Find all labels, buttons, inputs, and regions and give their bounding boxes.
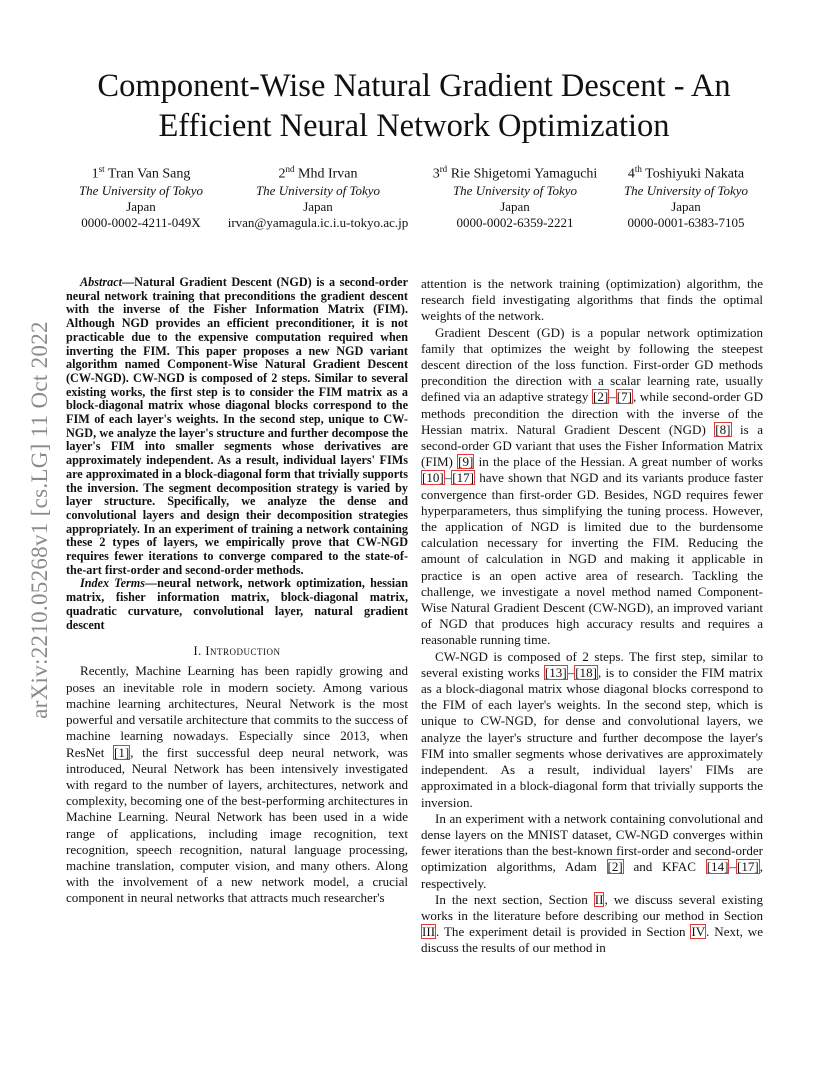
author-country: Japan [126,199,156,215]
author-1 [66,161,216,231]
author-name: Toshiyuki Nakata [645,166,745,182]
section-number: I. [193,644,202,659]
citation-link[interactable]: [1] [114,744,130,760]
section-link[interactable]: IV [691,924,706,940]
author-email[interactable]: irvan@yamagula.ic.i.u-tokyo.ac.jp [227,215,409,231]
author-ordinal-suffix: rd [439,164,448,174]
abstract-label: Abstract [80,275,122,289]
citation-link[interactable]: [18] [575,664,597,680]
paragraph: Recently, Machine Learning has been rapidly growing and poses an inevitable role in modern society. Among various machine learning architectures, Neural Network is the most powerful and versatile architecture that commits to the success of machine learning nowadays. Especially since 2013, when ResNet [1], the first successful deep neural network, was introduced, Neural Network has been intensively investigated with regard to the number of layers, architectures, network and complexity, becoming one of the best-performing architectures in Machine Learning. Neural Network has been used in a wide range of applications, including image recognition, text recognition, speech recognition, natural language processing, machine translation, computer vision, and many others. Along with the involvement of a new network model, a crucial component in neural networks that attracts much researcher's [66,663,409,906]
author-country: Japan [671,199,701,215]
author-country: Japan [303,199,333,215]
paragraph: In the next section, Section II, we discuss several existing works in the literature before describing our method in Section III. The experiment detail is provided in Section IV. Next, we discuss the results of our method in [421,891,763,956]
left-column [66,276,408,907]
author-orcid: 0000-0002-6359-2221 [456,215,574,231]
abstract [66,276,408,577]
index-terms-text: —neural network, network optimization, hessian matrix, fisher information matrix, block-diagonal matrix, quadratic curvature, convolutional layer, natural gradient descent [66,576,408,632]
paragraph: In an experiment with a network containing convolutional and dense layers on the MNIST dataset, CW-NGD converges within fewer iterations than the best-known first-order and second-order optimization algorithms, Adam [2] and KFAC [14]–[17], respectively. [421,810,763,891]
author-ordinal: 2 [278,166,286,182]
section-heading [66,643,408,659]
citation-link[interactable]: [2] [607,859,623,875]
author-country: Japan [500,199,530,215]
section-link[interactable]: III [422,924,436,940]
author-ordinal: 3 [432,166,440,182]
citation-link[interactable]: [14] [706,859,729,875]
author-ordinal: 1 [91,166,99,182]
arxiv-stamp [18,280,62,760]
paragraph: CW-NGD is composed of 2 steps. The first step, similar to several existing works [13]–[18], is to consider the FIM matrix as a block-diagonal matrix whose diagonal blocks correspond to the FIM of each layer's weights. In the second step, which is unique to CW-NGD, for dense and convolutional layers, we analyze the layer's structure and further decompose the layer's FIM into smaller segments whose derivatives are approximately independent. As a result, individual layers' FIMs are approximated in a block-diagonal form that trivially supports the inversion. [421,648,763,810]
author-3 [418,161,612,231]
citation-link[interactable]: [2] [592,389,609,405]
section-title: Introduction [205,644,281,659]
author-ordinal-suffix: nd [285,164,295,174]
citation-link[interactable]: [17] [736,859,759,875]
author-affiliation: The University of Tokyo [78,182,204,198]
author-4 [611,161,761,231]
index-terms-label: Index Terms [80,576,145,591]
citation-link[interactable]: [8] [715,421,731,437]
citation-link[interactable]: [7] [616,389,632,405]
citation-link[interactable]: [17] [452,470,475,486]
citation-link[interactable]: [9] [458,454,474,470]
author-ordinal-suffix: th [634,164,642,174]
author-block [66,161,766,233]
paragraph: Gradient Descent (GD) is a popular network optimization family that optimizes the weight by following the steepest descent direction of the loss function. First-order GD methods precondition the direction with a scalar learning rate, usually defined via an adaptive strategy [2]–[7], while second-order GD methods precondition the direction with the inverse of the Hessian matrix. Natural Gradient Descent (NGD) [8] is a second-order GD variant that uses the Fisher Information Matrix (FIM) [9] in the place of the Hessian. A great number of works [10]–[17] have shown that NGD and its variants produce faster convergence than first-order GD. Besides, NGD requires fewer hyperparameters, thus simplifying the tuning process. However, the application of NGD is limited due to the burdensome calculation necessary for inverting the FIM. Reducing the amount of calculation in NGD and making it applicable in practice is an open active area of research. Tackling the challenge, we investigate a novel method named Component-Wise Natural Gradient Descent (CW-NGD), an improved variant of NGD that produces high accuracy results and requires a reasonable running time. [421,324,763,648]
author-name: Tran Van Sang [107,166,191,182]
author-affiliation: The University of Tokyo [452,182,578,198]
right-column [421,276,763,957]
paper-title: Component-Wise Natural Gradient Descent - An Efficient Neural Network Optimization [97,68,731,144]
author-name: Rie Shigetomi Yamaguchi [450,166,598,182]
author-2 [218,161,418,231]
author-affiliation: The University of Tokyo [255,182,381,198]
author-orcid: 0000-0001-6383-7105 [627,215,745,231]
abstract-text: —Natural Gradient Descent (NGD) is a second-order neural network training that preconditions the gradient descent with the inverse of the Fisher Information Matrix (FIM). Although NGD provides an efficient preconditioner, it is not practicable due to the expensive computation required when inverting the FIM. This paper proposes a new NGD variant algorithm named Component-Wise Natural Gradient Descent (CW-NGD). CW-NGD is composed of 2 steps. Similar to several existing works, the first step is to consider the FIM matrix as a block-diagonal matrix whose diagonal blocks correspond to the FIM of each layer's weights. In the second step, unique to CW-NGD, we analyze the layer's structure and further decompose the layer's FIM into smaller segments whose derivatives are approximately independent. As a result, individual layers' FIMs are approximated in a block-diagonal form that trivially supports the inversion. The segment decomposition strategy is varied by layer structure. Specifically, we analyze the dense and convolutional layers and design their decomposition strategies appropriately. In an experiment of training a network containing these 2 types of layers, we empirically prove that CW-NGD requires fewer iterations to converge compared to the state-of-the-art first-order and second-order methods. [66,275,408,577]
author-affiliation: The University of Tokyo [623,182,749,198]
citation-link[interactable]: [13] [544,664,567,680]
arxiv-stamp-text: arXiv:2210.05268v1 [cs.LG] 11 Oct 2022 [27,321,52,719]
citation-link[interactable]: [10] [422,470,444,486]
index-terms [66,577,408,632]
section-link[interactable]: II [594,891,604,907]
author-ordinal-suffix: st [98,164,105,174]
author-name: Mhd Irvan [298,166,358,182]
author-ordinal: 4 [627,166,635,182]
author-orcid: 0000-0002-4211-049X [81,215,201,231]
paragraph: attention is the network training (optimization) algorithm, the research field investigating algorithms that finds the optimal weights of the network. [421,276,763,324]
